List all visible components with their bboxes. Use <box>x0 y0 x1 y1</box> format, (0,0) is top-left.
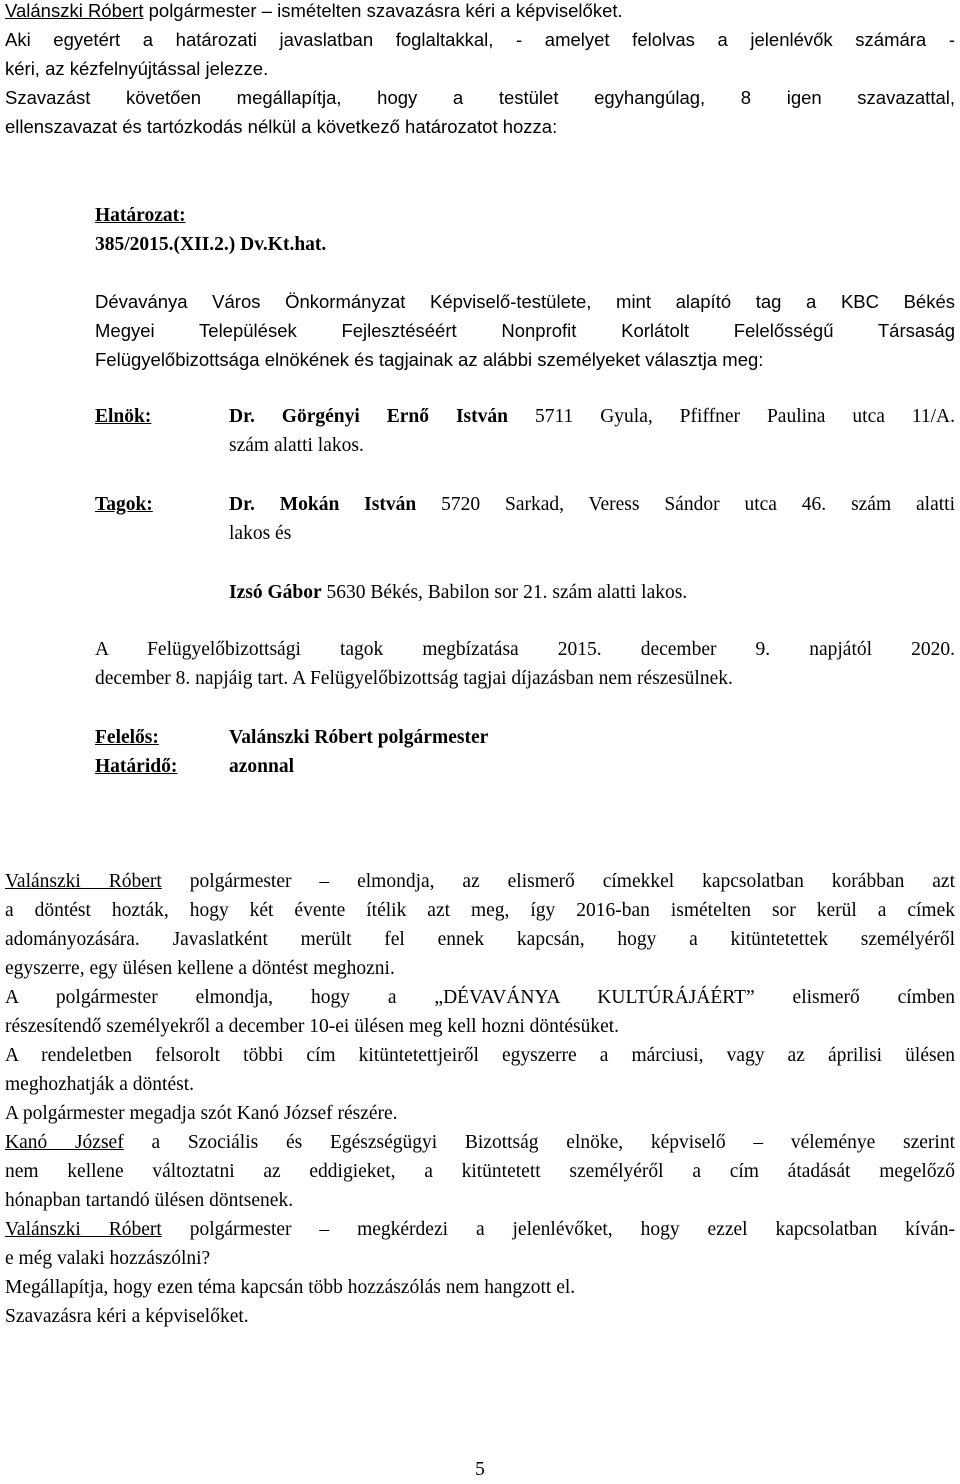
resolution-label: Határozat: <box>95 205 186 226</box>
discussion-line: a döntést hozták, hogy két évente ítélik azt meg, így 2016-ban ismételten sor kerül a címek <box>5 900 955 921</box>
vote-result-line: ellenszavazat és tartózkodás nélkül a következő határozatot hozza: <box>5 116 558 137</box>
speaker-name: Valánszki Róbert <box>5 0 144 21</box>
page-number: 5 <box>475 1459 485 1480</box>
resolution-number: 385/2015.(XII.2.) Dv.Kt.hat. <box>95 234 327 255</box>
discussion-line: Szavazásra kéri a képviselőket. <box>5 1306 249 1327</box>
discussion-line: e még valaki hozzászólni? <box>5 1248 211 1269</box>
member-entry: Izsó Gábor 5630 Békés, Babilon sor 21. szám alatti lakos. <box>229 582 688 603</box>
resolution-body: Dévaványa Város Önkormányzat Képviselő-testülete, mint alapító tag a KBC Békés Megyei Települések Fejlesztéséért Nonprofit Korlátolt Felelősségű Társaság Felügyelőbizottsága elnökének és tagjainak az alábbi személyeket választja meg: <box>95 291 955 370</box>
discussion-line: meghozhatják a döntést. <box>5 1074 194 1095</box>
vote-request-line: Aki egyetért a határozati javaslatban foglaltakkal, - amelyet felolvas a jelenlévők számára - <box>5 29 955 50</box>
vote-request-line: kéri, az kézfelnyújtással jelezze. <box>5 58 269 79</box>
speaker-name: Valánszki Róbert <box>5 871 162 892</box>
discussion-line: nem kellene változtatni az eddigieket, a kitüntetett személyéről a cím átadását megelőző <box>5 1161 955 1182</box>
member-entry: Dr. Mokán István 5720 Sarkad, Veress Sándor utca 46. szám alatti lakos és <box>229 494 955 544</box>
mandate-paragraph: A Felügyelőbizottsági tagok megbízatása 2015. december 9. napjától 2020. december 8. napjáig tart. A Felügyelőbizottság tagjai díjazásban nem részesülnek. <box>95 639 955 689</box>
discussion-line: A polgármester elmondja, hogy a „DÉVAVÁNYA KULTÚRÁJÁÉRT” elismerő címben <box>5 987 955 1008</box>
chair-entry: Dr. Görgényi Ernő István 5711 Gyula, Pfiffner Paulina utca 11/A. szám alatti lakos. <box>229 406 955 456</box>
discussion-line: Kanó József a Szociális és Egészségügyi Bizottság elnöke, képviselő – véleménye szerint <box>5 1132 955 1153</box>
discussion-line: A polgármester megadja szót Kanó József részére. <box>5 1103 398 1124</box>
member-name: Dr. Mokán István <box>229 494 417 515</box>
chair-name: Dr. Görgényi Ernő István <box>229 406 508 427</box>
members-label: Tagok: <box>95 494 153 515</box>
discussion-line: Valánszki Róbert polgármester – elmondja, az elismerő címekkel kapcsolatban korábban azt <box>5 871 955 892</box>
vote-result-line: Szavazást követően megállapítja, hogy a testület egyhangúlag, 8 igen szavazattal, <box>5 87 955 108</box>
discussion-line: adományozására. Javaslatként merült fel ennek kapcsán, hogy a kitüntetettek személyéről <box>5 929 955 950</box>
speaker-name: Valánszki Róbert <box>5 1219 162 1240</box>
discussion-line: hónapban tartandó ülésen döntsenek. <box>5 1190 294 1211</box>
chair-label: Elnök: <box>95 406 152 427</box>
discussion-section <box>5 867 955 1331</box>
member-name: Izsó Gábor <box>229 582 322 603</box>
responsible-value: Valánszki Róbert polgármester <box>229 727 489 748</box>
speaker-name: Kanó József <box>5 1132 124 1153</box>
discussion-line: Valánszki Róbert polgármester – megkérdezi a jelenlévőket, hogy ezzel kapcsolatban kíván- <box>5 1219 955 1240</box>
discussion-line: részesítendő személyekről a december 10-ei ülésen meg kell hozni döntésüket. <box>5 1016 620 1037</box>
deadline-value: azonnal <box>229 756 295 777</box>
deadline-label: Határidő: <box>95 756 178 777</box>
discussion-line: A rendeletben felsorolt többi cím kitüntetettjeiről egyszerre a márciusi, vagy az áprilisi ülésen <box>5 1045 955 1066</box>
intro-section <box>5 0 955 141</box>
responsible-label: Felelős: <box>95 727 159 748</box>
discussion-line: egyszerre, egy ülésen kellene a döntést meghozni. <box>5 958 395 979</box>
discussion-line: Megállapítja, hogy ezen téma kapcsán több hozzászólás nem hangzott el. <box>5 1277 576 1298</box>
intro-paragraph: Valánszki Róbert polgármester – ismételten szavazásra kéri a képviselőket. <box>5 0 623 21</box>
